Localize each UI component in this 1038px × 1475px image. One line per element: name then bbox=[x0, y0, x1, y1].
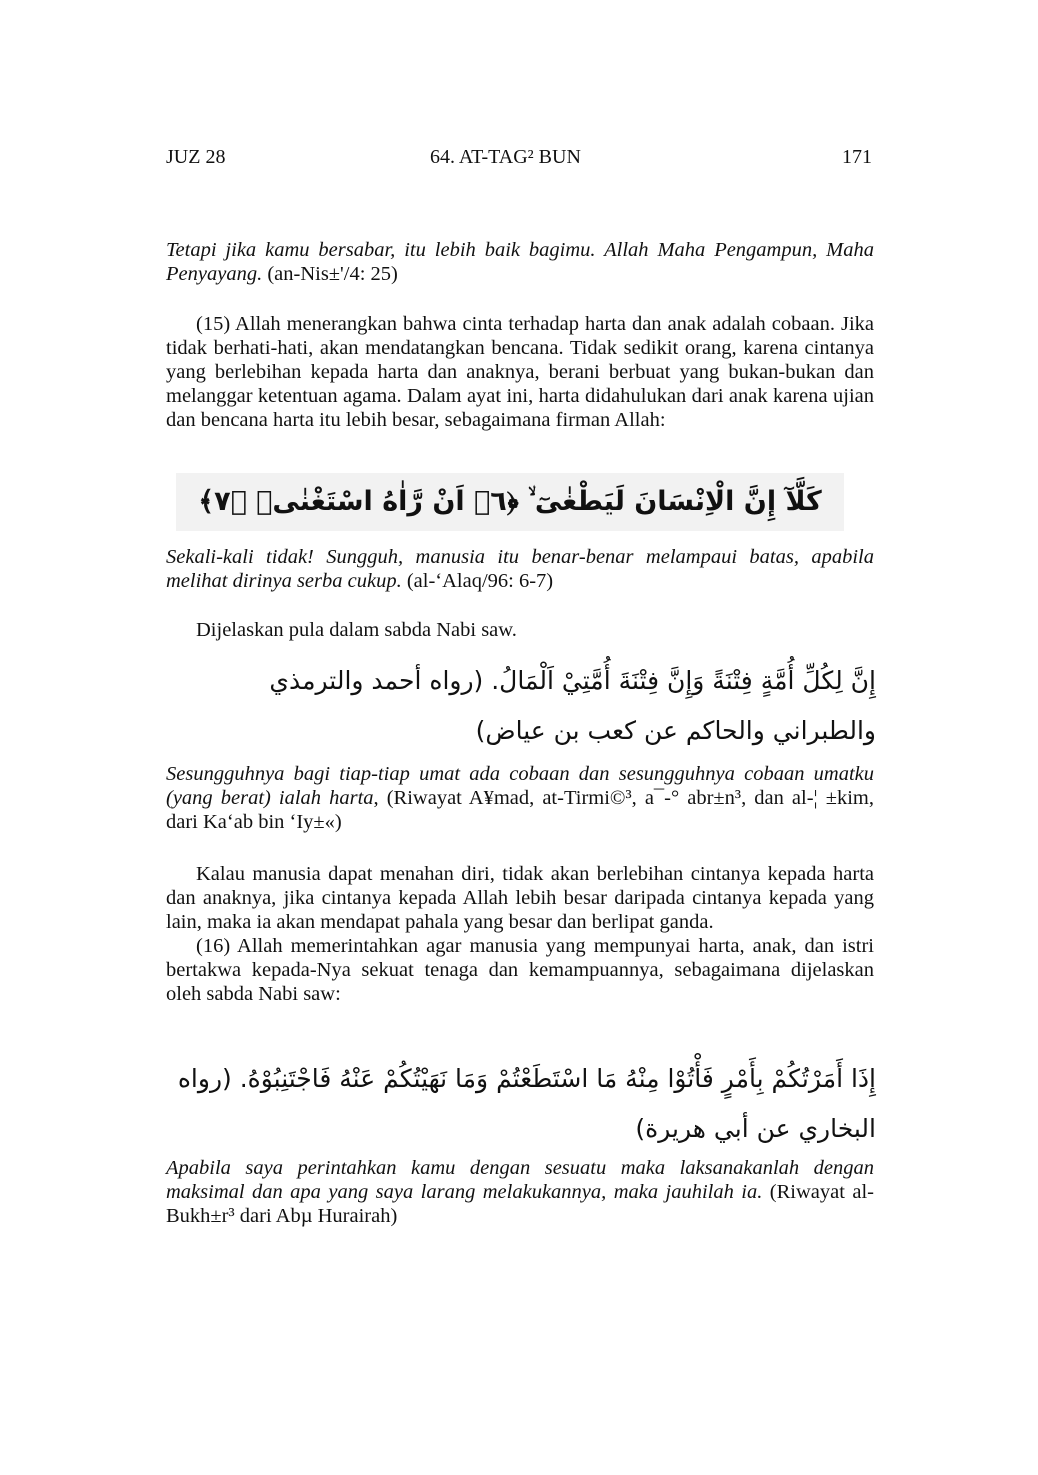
reference-text: , (Riwayat A¥mad, at-Tirmi©³, a¯-° abr±n³, dan al-¦ ±kim, dari Ka‘ab bin ‘Iy±«) bbox=[166, 787, 874, 833]
reference-text: (al-‘Alaq/96: 6-7) bbox=[401, 570, 554, 592]
translation-text: Tetapi jika kamu bersabar, itu lebih baik bagimu. Allah Maha Pengampun, Maha Penyayang. bbox=[166, 239, 874, 285]
translation-text: Sekali-kali tidak! Sungguh, manusia itu benar-benar melampaui batas, apabila melihat dirinya serba cukup. bbox=[166, 546, 874, 592]
paragraph-translation-1 bbox=[166, 238, 874, 286]
paragraph-15 bbox=[166, 312, 874, 432]
paragraph-explanation bbox=[166, 862, 874, 1006]
surah-title: 64. AT-TAG² BUN bbox=[430, 146, 581, 168]
hadith-arabic-1: إِنَّ لِكُلِّ أُمَّةٍ فِتْنَةً وَإِنَّ فِتْنَةَ أُمَّتِيْ اَلْمَالُ. (رواه أحمد والترمذي والطبراني والحاكم عن كعب بن عياض) bbox=[269, 666, 876, 745]
paragraph-text: (15) Allah menerangkan bahwa cinta terhadap harta dan anak adalah cobaan. Jika tidak berhati-hati, akan mendatangkan bencana. Tidak sedikit orang, karena cintanya yang berlebihan kepada harta dan anaknya, berani berbuat yang bukan-bukan dan melanggar ketentuan agama. Dalam ayat ini, harta didahulukan dari anak karena ujian dan bencana harta itu lebih besar, sebagaimana firman Allah: bbox=[166, 313, 874, 431]
juz-label: JUZ 28 bbox=[166, 146, 226, 168]
paragraph-text: Kalau manusia dapat menahan diri, tidak akan berlebihan cintanya kepada harta dan anaknya, jika cintanya kepada Allah lebih besar daripada cintanya kepada yang lain, maka ia akan mendapat pahala yang besar dan berlipat ganda. bbox=[166, 863, 874, 933]
paragraph-translation-3 bbox=[166, 762, 874, 834]
hadith-arabic-2: إِذَا أَمَرْتُكُمْ بِأَمْرٍ فَأْتُوْا مِنْهُ مَا اسْتَطَعْتُمْ وَمَا نَهَيْتُكُمْ عَنْهُ فَاجْتَنِبُوْهُ. (رواه البخاري عن أبي هريرة) bbox=[177, 1064, 876, 1143]
quran-verse-arabic: كَلَّآ إِنَّ الْاِنْسَانَ لَيَطْغٰىٓ ۙ ﴿٦﴾ اَنْ رَّاٰهُ اسْتَغْنٰىۗ ﴿٧﴾ bbox=[176, 473, 844, 531]
paragraph-translation-2 bbox=[166, 545, 874, 593]
paragraph-16-text: (16) Allah memerintahkan agar manusia yang mempunyai harta, anak, dan istri bertakwa kepada-Nya sekuat tenaga dan kemampuannya, sebagaimana dijelaskan oleh sabda Nabi saw: bbox=[166, 935, 874, 1005]
translation-text: Sesungguhnya bagi tiap-tiap umat ada cobaan dan sesungguhnya cobaan umatku (yang berat) ialah harta bbox=[166, 763, 874, 809]
page-number: 171 bbox=[842, 146, 872, 168]
paragraph-intro-hadith bbox=[166, 618, 874, 642]
paragraph-text: Dijelaskan pula dalam sabda Nabi saw. bbox=[196, 619, 517, 641]
reference-text: (an-Nis±'/4: 25) bbox=[262, 263, 398, 285]
paragraph-translation-4 bbox=[166, 1156, 874, 1228]
translation-text: Apabila saya perintahkan kamu dengan sesuatu maka laksanakanlah dengan maksimal dan apa yang saya larang melakukannya, maka jauhilah ia. bbox=[166, 1157, 874, 1203]
reference-text: (Riwayat al-Bukh±r³ dari Abµ Hurairah) bbox=[166, 1181, 874, 1227]
